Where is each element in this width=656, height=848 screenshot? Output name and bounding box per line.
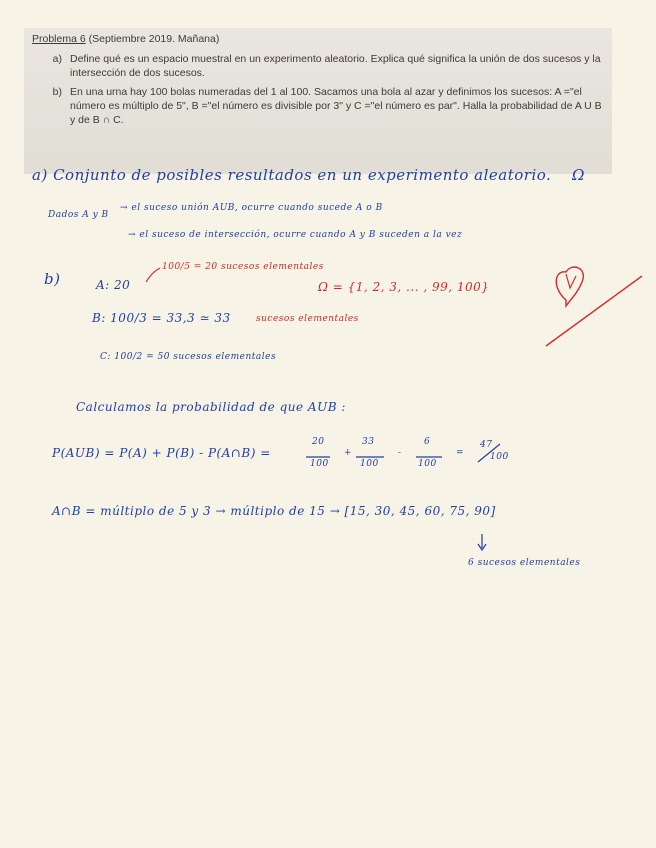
calc-intro: Calculamos la probabilidad de que AUB :	[76, 400, 346, 414]
fraction-1-numerator: 20	[312, 437, 325, 447]
red-slash-line	[546, 276, 642, 346]
b-note: sucesos elementales	[256, 314, 359, 324]
probability-formula: P(AUB) = P(A) + P(B) - P(A∩B) =	[52, 446, 271, 460]
given-label: Dados A y B	[48, 210, 109, 220]
result-numerator: 47	[480, 440, 493, 450]
result-denominator: 100	[490, 452, 509, 462]
a-note: 100/5 = 20 sucesos elementales	[162, 262, 324, 272]
fraction-1-denominator: 100	[310, 459, 329, 469]
fraction-2-numerator: 33	[362, 437, 375, 447]
b-count: B: 100/3 = 33,3 ≃ 33	[92, 311, 231, 325]
fraction-2-denominator: 100	[360, 459, 379, 469]
omega-symbol: Ω	[572, 166, 585, 184]
fraction-3-denominator: 100	[418, 459, 437, 469]
six-elementary-events: 6 sucesos elementales	[468, 558, 581, 568]
answer-a-definition: a) Conjunto de posibles resultados en un experimento aleatorio.	[32, 166, 552, 184]
problem-date: (Septiembre 2019. Mañana)	[85, 33, 220, 45]
answer-b-label: b)	[44, 270, 61, 288]
c-count: C: 100/2 = 50 sucesos elementales	[100, 352, 277, 362]
sample-space-set: Ω = {1, 2, 3, ... , 99, 100}	[318, 280, 490, 294]
intersection-multiples: A∩B = múltiplo de 5 y 3 → múltiplo de 15 → [15, 30, 45, 60, 75, 90]	[52, 504, 496, 518]
minus-sign: -	[398, 448, 402, 458]
problem-number: Problema 6	[32, 33, 86, 45]
a-count: A: 20	[96, 278, 131, 292]
fraction-3-numerator: 6	[424, 437, 431, 447]
question-a-text: Define qué es un espacio muestral en un experimento aleatorio. Explica qué significa la unión de dos sucesos y la intersección de dos sucesos.	[70, 53, 601, 79]
question-b-text: En una urna hay 100 bolas numeradas del 1 al 100. Sacamos una bola al azar y definimos los sucesos: A ="el número es múltiplo de 5", B ="el número es divisible por 3" y C ="el número es par". Halla la probabilidad de A U B y de B ∩ C.	[70, 86, 602, 126]
question-a-letter: a)	[52, 53, 62, 65]
intersection-note: → el suceso de intersección, ocurre cuando A y B suceden a la vez	[128, 230, 463, 240]
equals-sign: =	[456, 448, 465, 458]
question-b-letter: b)	[52, 86, 62, 98]
plus-sign: +	[344, 448, 353, 458]
union-note: → el suceso unión AUB, ocurre cuando sucede A o B	[120, 203, 383, 213]
